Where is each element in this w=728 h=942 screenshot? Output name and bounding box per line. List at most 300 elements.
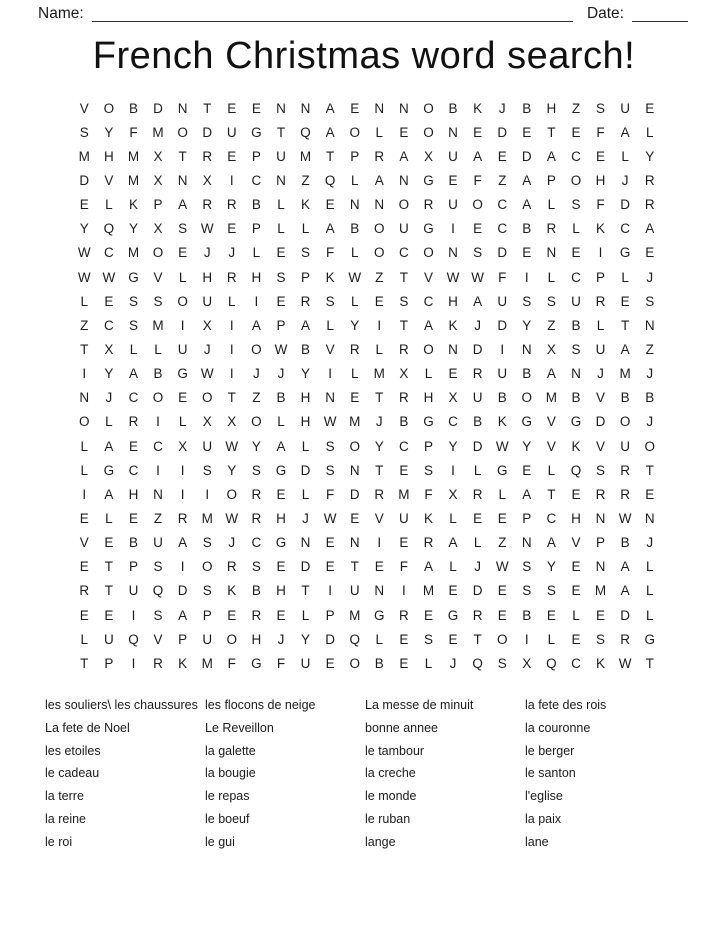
grid-letter: E (645, 486, 655, 502)
grid-letter: T (178, 148, 187, 164)
grid-letter: I (205, 486, 210, 502)
grid-letter: Q (128, 631, 139, 647)
grid-letter: E (645, 100, 655, 116)
grid-letter: H (276, 510, 286, 526)
grid-letter: L (645, 583, 654, 599)
grid-letter: D (497, 317, 508, 333)
grid-letter: L (424, 366, 433, 382)
grid-letter: O (423, 245, 434, 261)
grid-letter: C (128, 462, 139, 478)
grid-letter: E (571, 245, 581, 261)
grid-letter: J (203, 341, 211, 357)
grid-letter: O (79, 414, 90, 430)
grid-letter: S (571, 341, 581, 357)
grid-letter: E (399, 535, 409, 551)
grid-letter: B (473, 414, 483, 430)
word-list-item: la fete des rois (525, 698, 607, 713)
grid-letter: C (571, 148, 581, 164)
grid-letter: R (251, 486, 262, 502)
word-list-item: Le Reveillon (205, 721, 274, 736)
grid-letter: U (276, 148, 286, 164)
grid-letter: Q (324, 172, 336, 188)
grid-letter: C (103, 317, 114, 333)
grid-letter: B (522, 607, 532, 623)
grid-letter: L (80, 438, 89, 454)
grid-letter: P (350, 148, 360, 164)
grid-letter: E (497, 583, 507, 599)
grid-letter: H (276, 583, 286, 599)
grid-letter: O (201, 390, 213, 406)
grid-letter: W (323, 510, 337, 526)
grid-letter: T (80, 341, 89, 357)
grid-letter: A (301, 317, 311, 333)
grid-letter: J (375, 414, 383, 430)
word-list-item: lange (365, 834, 396, 849)
grid-letter: E (596, 148, 606, 164)
grid-letter: L (547, 269, 556, 285)
grid-letter: L (572, 221, 580, 237)
grid-letter: M (349, 414, 361, 430)
grid-letter: E (571, 124, 581, 140)
grid-letter: X (399, 366, 409, 382)
grid-letter: N (349, 462, 360, 478)
grid-letter: S (276, 269, 286, 285)
grid-letter: L (621, 148, 629, 164)
grid-letter: L (645, 124, 654, 140)
grid-letter: C (448, 414, 458, 430)
grid-letter: N (349, 197, 360, 213)
grid-letter: Y (350, 317, 360, 333)
grid-letter: K (301, 197, 311, 213)
grid-letter: D (472, 341, 483, 357)
grid-letter: F (596, 197, 605, 213)
grid-letter: R (202, 197, 213, 213)
grid-letter: Y (645, 148, 655, 164)
grid-letter: E (399, 462, 409, 478)
date-label: Date: (586, 5, 624, 22)
word-list-item: lane (525, 834, 549, 849)
grid-letter: N (571, 366, 581, 382)
grid-letter: J (228, 245, 236, 261)
grid-letter: E (325, 655, 335, 671)
grid-letter: S (325, 293, 335, 309)
grid-letter: P (153, 197, 163, 213)
grid-letter: O (349, 438, 360, 454)
grid-letter: G (251, 655, 262, 671)
grid-letter: D (472, 583, 483, 599)
grid-letter: M (299, 148, 312, 164)
grid-letter: K (473, 100, 483, 116)
grid-letter: L (547, 462, 556, 478)
grid-letter: U (497, 366, 508, 382)
grid-row-13 (72, 386, 662, 410)
grid-letter: L (154, 341, 162, 357)
word-list-item: le monde (365, 789, 417, 804)
word-list-item: le ruban (365, 811, 411, 826)
grid-letter: S (325, 462, 335, 478)
grid-letter: S (251, 462, 261, 478)
grid-letter: N (644, 317, 655, 333)
grid-letter: X (178, 438, 188, 454)
grid-letter: R (595, 293, 606, 309)
grid-letter: A (522, 486, 532, 502)
grid-row-11 (72, 337, 662, 361)
grid-letter: O (152, 390, 164, 406)
grid-letter: A (399, 148, 409, 164)
grid-letter: Z (498, 172, 507, 188)
grid-letter: E (227, 148, 237, 164)
grid-letter: I (131, 655, 136, 671)
grid-letter: N (448, 341, 458, 357)
grid-letter: L (645, 607, 654, 623)
grid-letter: B (522, 100, 532, 116)
grid-letter: H (251, 631, 262, 647)
grid-letter: E (399, 124, 409, 140)
grid-letter: W (225, 438, 239, 454)
grid-letter: S (423, 462, 433, 478)
grid-letter: E (423, 607, 433, 623)
word-list-item: la terre (45, 789, 84, 804)
grid-letter: U (103, 631, 114, 647)
grid-letter: P (596, 535, 606, 551)
grid-letter: R (374, 148, 385, 164)
grid-letter: D (497, 245, 508, 261)
grid-row-22 (72, 603, 662, 627)
word-list-item: le roi (45, 834, 73, 849)
grid-letter: E (350, 510, 360, 526)
grid-letter: P (522, 510, 532, 526)
grid-letter: L (547, 631, 556, 647)
word-list-item: le cadeau (45, 766, 100, 781)
word-list-item: la reine (45, 811, 86, 826)
grid-letter: J (228, 535, 236, 551)
grid-letter: T (375, 390, 384, 406)
grid-letter: R (398, 607, 409, 623)
grid-letter: N (448, 124, 458, 140)
grid-letter: E (251, 100, 261, 116)
grid-letter: E (276, 486, 286, 502)
grid-letter: C (571, 655, 581, 671)
grid-letter: E (374, 293, 384, 309)
grid-letter: T (276, 124, 286, 140)
grid-letter: J (203, 245, 211, 261)
grid-letter: Z (498, 535, 507, 551)
grid-letter: E (645, 245, 655, 261)
grid-letter: Y (128, 221, 138, 237)
grid-letter: S (202, 462, 212, 478)
grid-letter: L (350, 293, 359, 309)
grid-letter: F (227, 655, 236, 671)
grid-row-15 (72, 434, 662, 458)
grid-letter: K (128, 197, 138, 213)
grid-letter: D (177, 583, 188, 599)
grid-letter: A (620, 124, 630, 140)
grid-row-3 (72, 144, 662, 168)
grid-letter: L (277, 197, 285, 213)
grid-letter: N (300, 535, 311, 551)
grid-letter: V (153, 269, 163, 285)
grid-letter: K (423, 510, 433, 526)
grid-letter: Y (104, 124, 114, 140)
grid-letter: A (645, 221, 655, 237)
grid-letter: S (202, 535, 212, 551)
word-list-column-2 (205, 694, 365, 853)
grid-letter: V (546, 438, 556, 454)
grid-letter: S (546, 583, 556, 599)
grid-letter: L (178, 269, 187, 285)
grid-letter: E (128, 438, 138, 454)
grid-letter: N (276, 172, 286, 188)
grid-letter: R (300, 293, 311, 309)
grid-letter: N (595, 559, 606, 575)
grid-letter: E (227, 221, 237, 237)
grid-letter: B (374, 655, 384, 671)
grid-letter: A (276, 438, 286, 454)
grid-letter: Y (522, 438, 532, 454)
grid-letter: A (546, 148, 556, 164)
grid-letter: S (128, 293, 138, 309)
grid-letter: S (153, 607, 163, 623)
grid-letter: D (620, 197, 630, 213)
grid-letter: I (156, 414, 160, 430)
grid-letter: H (128, 486, 139, 502)
grid-letter: N (644, 510, 655, 526)
grid-letter: L (301, 438, 310, 454)
grid-letter: A (178, 535, 188, 551)
grid-letter: F (276, 655, 286, 671)
grid-letter: G (251, 124, 262, 140)
grid-letter: Y (522, 317, 532, 333)
grid-letter: E (497, 510, 507, 526)
grid-letter: T (203, 100, 212, 116)
word-search-grid (72, 96, 662, 675)
grid-letter: E (546, 607, 556, 623)
grid-letter: N (276, 100, 286, 116)
grid-letter: S (399, 293, 409, 309)
grid-letter: E (276, 559, 286, 575)
grid-letter: H (202, 269, 213, 285)
word-list-item: La fete de Noel (45, 721, 130, 736)
grid-letter: M (422, 583, 435, 599)
grid-letter: B (251, 583, 261, 599)
grid-letter: G (521, 414, 533, 430)
grid-letter: R (251, 510, 262, 526)
grid-letter: I (180, 462, 185, 478)
grid-letter: Q (349, 631, 360, 647)
word-list-item: le berger (525, 743, 575, 758)
grid-letter: I (229, 317, 234, 333)
grid-letter: R (153, 655, 163, 671)
grid-row-18 (72, 506, 662, 530)
grid-letter: A (104, 438, 114, 454)
grid-letter: S (546, 293, 556, 309)
grid-letter: M (619, 366, 631, 382)
grid-letter: E (374, 559, 384, 575)
grid-letter: S (325, 438, 335, 454)
grid-letter: U (620, 100, 630, 116)
grid-letter: P (202, 607, 212, 623)
grid-letter: J (105, 390, 113, 406)
grid-letter: H (448, 293, 458, 309)
grid-row-19 (72, 531, 662, 555)
grid-letter: X (104, 341, 114, 357)
grid-letter: M (349, 607, 361, 623)
grid-letter: J (277, 631, 285, 647)
grid-letter: O (423, 124, 434, 140)
grid-letter: B (350, 221, 360, 237)
grid-letter: R (251, 607, 262, 623)
grid-letter: L (277, 221, 285, 237)
grid-letter: U (202, 438, 213, 454)
grid-letter: I (328, 583, 332, 599)
grid-letter: Y (104, 366, 114, 382)
grid-letter: B (128, 100, 138, 116)
grid-letter: E (104, 607, 114, 623)
grid-letter: U (128, 583, 139, 599)
grid-letter: Y (546, 559, 556, 575)
grid-letter: B (497, 390, 507, 406)
grid-letter: W (200, 221, 214, 237)
grid-row-23 (72, 627, 662, 651)
grid-letter: W (102, 269, 116, 285)
grid-letter: E (448, 172, 458, 188)
grid-letter: W (200, 366, 214, 382)
word-list-item: la galette (205, 743, 256, 758)
grid-letter: E (473, 221, 483, 237)
grid-letter: A (522, 172, 532, 188)
grid-letter: Z (153, 510, 163, 526)
grid-letter: E (325, 535, 335, 551)
grid-letter: I (131, 607, 136, 623)
grid-letter: N (374, 197, 385, 213)
grid-letter: I (328, 366, 332, 382)
grid-letter: S (301, 245, 311, 261)
grid-letter: L (350, 172, 359, 188)
grid-letter: C (497, 197, 508, 213)
grid-letter: L (424, 655, 433, 671)
word-list-item: le repas (205, 789, 250, 804)
grid-letter: O (251, 414, 262, 430)
grid-letter: H (595, 172, 606, 188)
grid-letter: Y (79, 221, 89, 237)
grid-letter: M (373, 366, 385, 382)
grid-letter: K (325, 269, 335, 285)
grid-letter: E (79, 559, 89, 575)
grid-letter: R (177, 510, 188, 526)
grid-row-14 (72, 410, 662, 434)
grid-letter: E (104, 293, 114, 309)
grid-letter: Q (103, 221, 115, 237)
grid-letter: C (251, 172, 262, 188)
grid-letter: X (202, 317, 212, 333)
grid-letter: F (325, 486, 335, 502)
grid-letter: R (472, 366, 483, 382)
grid-letter: J (646, 414, 654, 430)
grid-row-16 (72, 458, 662, 482)
grid-letter: Z (80, 317, 89, 333)
grid-letter: T (104, 583, 113, 599)
grid-letter: E (276, 293, 286, 309)
grid-letter: I (377, 535, 382, 551)
grid-letter: V (104, 172, 114, 188)
grid-letter: J (597, 366, 604, 382)
grid-letter: A (325, 221, 335, 237)
grid-letter: V (153, 631, 163, 647)
grid-letter: N (374, 100, 385, 116)
grid-letter: C (398, 245, 409, 261)
grid-letter: Q (472, 655, 483, 671)
grid-letter: M (398, 486, 410, 502)
grid-letter: X (202, 172, 212, 188)
grid-letter: B (301, 341, 311, 357)
grid-letter: B (620, 390, 630, 406)
grid-letter: N (398, 172, 409, 188)
grid-letter: R (546, 221, 557, 237)
grid-letter: L (498, 486, 506, 502)
grid-letter: I (524, 269, 529, 285)
grid-letter: L (129, 341, 138, 357)
grid-letter: A (178, 607, 188, 623)
grid-letter: N (546, 245, 557, 261)
grid-letter: R (79, 583, 90, 599)
grid-letter: H (103, 148, 114, 164)
grid-letter: A (374, 172, 384, 188)
grid-letter: R (374, 486, 385, 502)
grid-letter: U (398, 221, 409, 237)
grid-letter: C (398, 438, 409, 454)
grid-letter: B (522, 366, 532, 382)
grid-letter: U (620, 438, 630, 454)
grid-letter: H (300, 390, 311, 406)
grid-letter: S (571, 197, 581, 213)
grid-letter: Z (375, 269, 384, 285)
grid-letter: W (471, 269, 484, 285)
grid-letter: W (495, 438, 509, 454)
grid-letter: S (423, 631, 433, 647)
grid-letter: G (128, 269, 139, 285)
grid-letter: N (300, 100, 311, 116)
word-list-item: les souliers\ les chaussures (45, 698, 198, 713)
grid-letter: I (229, 341, 234, 357)
grid-letter: Y (301, 366, 311, 382)
grid-letter: B (251, 197, 261, 213)
grid-letter: X (202, 414, 212, 430)
grid-letter: R (423, 535, 434, 551)
grid-letter: W (225, 510, 239, 526)
grid-letter: M (201, 655, 213, 671)
grid-letter: I (180, 317, 185, 333)
grid-letter: Y (301, 631, 311, 647)
grid-letter: S (202, 583, 212, 599)
grid-letter: T (227, 390, 236, 406)
grid-letter: R (128, 414, 139, 430)
grid-letter: K (497, 414, 507, 430)
grid-letter: I (180, 486, 185, 502)
grid-letter: M (594, 583, 607, 599)
grid-letter: U (349, 583, 360, 599)
grid-letter: O (644, 438, 655, 454)
grid-row-7 (72, 241, 662, 265)
grid-letter: N (398, 100, 409, 116)
grid-letter: T (350, 559, 359, 575)
grid-letter: B (522, 221, 532, 237)
grid-letter: F (399, 559, 408, 575)
grid-letter: E (571, 486, 581, 502)
grid-letter: E (522, 245, 532, 261)
grid-letter: T (620, 317, 630, 333)
grid-letter: H (571, 510, 581, 526)
grid-letter: O (423, 341, 434, 357)
